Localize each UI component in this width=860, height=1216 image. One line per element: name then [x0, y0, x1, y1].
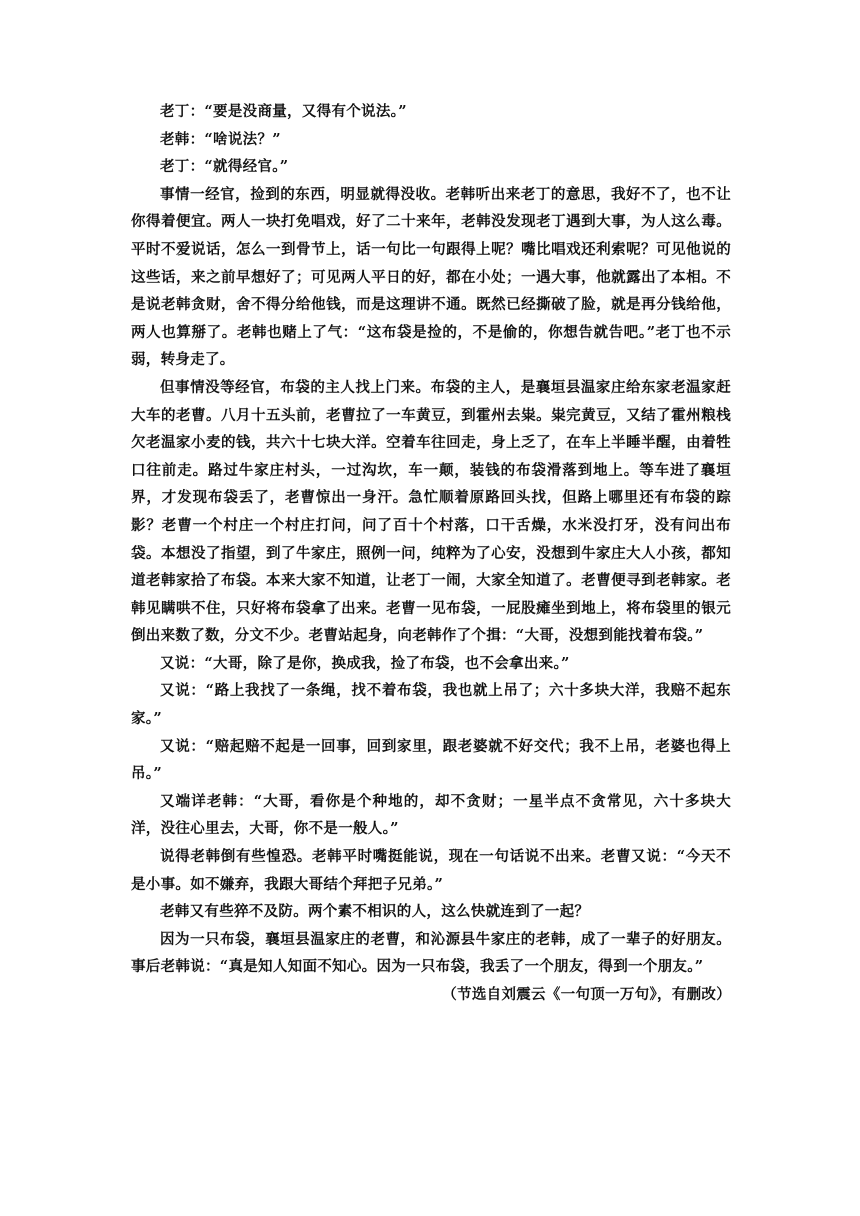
paragraph: 说得老韩倒有些惶恐。老韩平时嘴挺能说，现在一句话说不出来。老曹又说：“今天不是小事。如不嫌弃，我跟大哥结个拜把子兄弟。”	[131, 848, 731, 893]
paragraph: 又说：“路上我找了一条绳，找不着布袋，我也就上吊了；六十多块大洋，我赔不起东家。”	[131, 682, 731, 728]
paragraph: 但事情没等经官，布袋的主人找上门来。布袋的主人，是襄垣县温家庄给东家老温家赶大车的老曹。八月十五头前，老曹拉了一车黄豆，到霍州去粜。粜完黄豆，又结了霍州粮栈欠老温家小麦的钱，共六十七块大洋。空着车往回走，身上乏了，在车上半睡半醒，由着牲口往前走。路过牛家庄村头，一过沟坎，车一颠，装钱的布袋滑落到地上。等车进了襄垣界，才发现布袋丢了，老曹惊出一身汗。急忙顺着原路回头找，但路上哪里还有布袋的踪影？老曹一个村庄一个村庄打问，问了百十个村落，口干舌燥，水米没打牙，没有问出布袋。本想没了指望，到了牛家庄，照例一问，纯粹为了心安，没想到牛家庄大人小孩，都知道老韩家拾了布袋。本来大家不知道，让老丁一闹，大家全知道了。老曹便寻到老韩家。老韩见瞒哄不住，只好将布袋拿了出来。老曹一见布袋，一屁股瘫坐到地上，将布袋里的银元倒出来数了数，分文不少。老曹站起身，向老韩作了个揖：“大哥，没想到能找着布袋。”	[131, 378, 731, 645]
paragraph: 老韩又有些猝不及防。两个素不相识的人，这么快就连到了一起？	[160, 903, 590, 921]
paragraph: 又说：“赔起赔不起是一回事，回到家里，跟老婆就不好交代；我不上吊，老婆也得上吊。”	[131, 737, 731, 783]
paragraph: 老韩：“啥说法？”	[160, 130, 281, 148]
paragraph: 又端详老韩：“大哥，看你是个种地的，却不贪财；一星半点不贪常见，六十多块大洋，没往心里去，大哥，你不是一般人。”	[131, 792, 731, 838]
paragraph: 老丁：“就得经官。”	[160, 158, 289, 176]
paragraph: 老丁：“要是没商量，又得有个说法。”	[160, 103, 407, 120]
source-citation: （节选自刘震云《一句顶一万句》，有删改）	[442, 986, 731, 1003]
paragraph: 因为一只布袋，襄垣县温家庄的老曹，和沁源县牛家庄的老韩，成了一辈子的好朋友。事后老韩说：“真是知人知面不知心。因为一只布袋，我丢了一个朋友，得到一个朋友。”	[131, 930, 731, 976]
article-body	[131, 98, 731, 1009]
paragraph: 事情一经官，捡到的东西，明显就得没收。老韩听出来老丁的意思，我好不了，也不让你得着便宜。两人一块打免唱戏，好了二十来年，老韩没发现老丁遇到大事，为人这么毒。平时不爱说话，怎么一到骨节上，话一句比一句跟得上呢？嘴比唱戏还利索呢？可见他说的这些话，来之前早想好了；可见两人平日的好，都在小处；一遇大事，他就露出了本相。不是说老韩贪财，舍不得分给他钱，而是这理讲不通。既然已经撕破了脸，就是再分钱给他，两人也算掰了。老韩也赌上了气：“这布袋是捡的，不是偷的，你想告就告吧。”老丁也不示弱，转身走了。	[131, 185, 731, 369]
paragraph: 又说：“大哥，除了是你，换成我，捡了布袋，也不会拿出来。”	[160, 654, 570, 672]
